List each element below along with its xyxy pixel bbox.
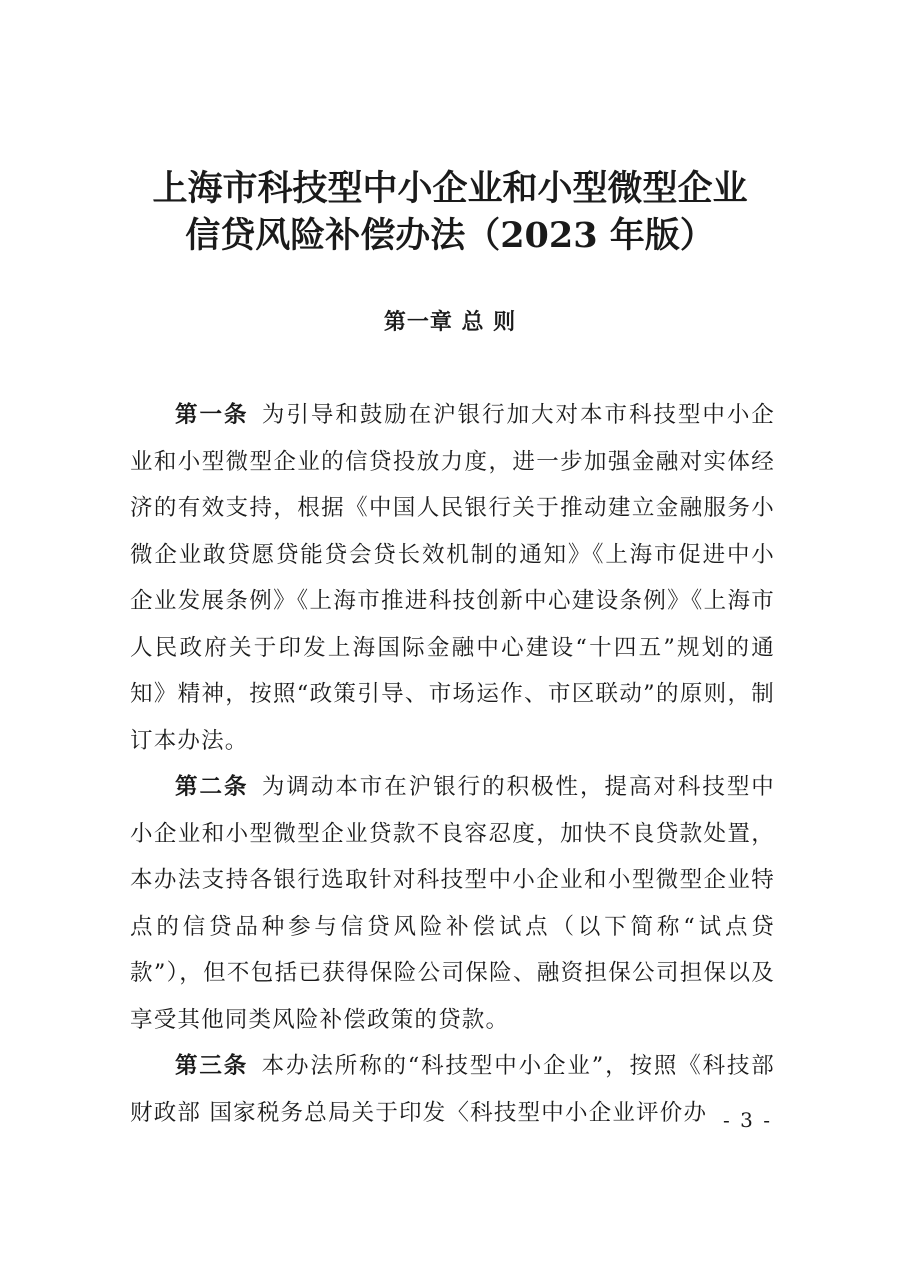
article-3 [130,1043,775,1136]
article-2-text: 为调动本市在沪银行的积极性，提高对科技型中小企业和小型微型企业贷款不良容忍度，加快不良贷款处置，本办法支持各银行选取针对科技型中小企业和小型微型企业特点的信贷品种参与信贷风险补偿试点（以下简称“试点贷款”），但不包括已获得保险公司保险、融资担保公司担保以及享受其他同类风险补偿政策的贷款。 [130,774,776,1033]
article-2 [130,764,775,1043]
article-1 [130,392,775,764]
article-1-text: 为引导和鼓励在沪银行加大对本市科技型中小企业和小型微型企业的信贷投放力度，进一步加强金融对实体经济的有效支持，根据《中国人民银行关于推动建立金融服务小微企业敢贷愿贷能贷会贷长效机制的通知》《上海市促进中小企业发展条例》《上海市推进科技创新中心建设条例》《上海市人民政府关于印发上海国际金融中心建设“十四五”规划的通知》精神，按照“政策引导、市场运作、市区联动”的原则，制订本办法。 [130,402,776,754]
body-text [130,392,775,1136]
title-line-2: 信贷风险补偿办法（2023 年版） [185,215,715,256]
article-2-label: 第二条 [175,774,249,800]
article-3-label: 第三条 [175,1053,249,1079]
document-title [130,165,770,259]
title-line-1: 上海市科技型中小企业和小型微型企业 [152,168,748,209]
article-3-text: 本办法所称的“科技型中小企业”，按照《科技部 财政部 国家税务总局关于印发〈科技型中小企业评价办 [130,1053,776,1126]
chapter-heading: 第一章 总 则 [383,310,517,335]
page-number: - 3 - [723,1108,772,1132]
article-1-label: 第一条 [175,402,249,428]
